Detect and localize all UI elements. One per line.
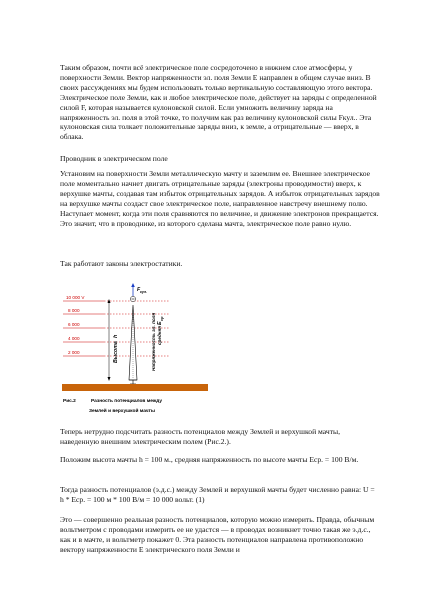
figure-caption-line-1: Разность потенциалов между <box>91 399 163 404</box>
paragraph-assumption: Положим высота мачты h = 100 м., средняя напряженность по высоте мачты Eср. = 100 В/м. <box>60 455 359 464</box>
paragraph-mast: Установим на поверхности Земли металлическую мачту и заземлим ее. Внешнее электрическое поле моментально начнет двигать отрицательные заряды (электроны проводимости) вверх, к верхушке мачты, создавая там избыток отрицательных зарядов. А избыток отрицательных зарядов на верхушке мачты создаст свое электрическое поле, направленное навстречу внешнему полю. Наступает момент, когда эти поля сравняются по величине, и движение электронов прекращается. Это значит, что в проводнике, из которого сделана мачта, электрическое поле равно нулю. <box>60 169 380 228</box>
level-label-2000: 2 000 <box>68 350 80 355</box>
field-strength-label: Напряженность эл. поля <box>151 312 156 371</box>
field-symbol: E <box>157 321 163 325</box>
figure-number: Рис.2 <box>63 399 76 404</box>
figure-caption-line-2: Землей и верхушкой мачты <box>89 409 155 414</box>
height-symbol: h <box>113 334 119 338</box>
paragraph-intro: Таким образом, почти всё электрическое поле сосредоточено в нижнем слое атмосферы, у поверхности Земли. Вектор напряженности эл. поля Земли E направлен в общем случае вниз. В своих рассуждениях мы будем использовать только вертикальную составляющую этого вектора. Электрическое поле Земли, как и любое электрическое поле, действует на заряды с определенной силой F, которая называется кулоновской силой. Если умножить величину заряда на напряженность эл. поля в этой точке, то получим как раз величину кулоновской силы Fкул.. Эта кулоновская сила толкает положительные заряды вниз, к земле, а отрицательные — вверх, в облака. <box>60 63 377 142</box>
level-label-10000: 10 000 V <box>66 295 85 300</box>
level-label-8000: 8 000 <box>68 308 80 313</box>
height-label: Высота <box>113 341 119 363</box>
paragraph-real-difference: Это — совершенно реальная разность потенциалов, которую можно измерить. Правда, обычным вольтметром с проводами измерить ее не удастся — в проводах возникнет точно такая же э.д.с., как и в мачте, и вольтметр покажет 0. Эта разность потенциалов направлена противоположно вектору напряженности E электрического поля Земли и <box>60 515 375 554</box>
field-sub: ср <box>160 316 164 321</box>
force-label: F <box>137 287 141 293</box>
mast <box>129 305 137 380</box>
paragraph-potential-difference: Теперь нетрудно подсчитать разность потенциалов между Землей и верхушкой мачты, наведенную внешним электрическим полем (Рис.2.). <box>60 427 341 446</box>
figure-mast-potential <box>60 283 210 420</box>
field-average-label: средняя <box>157 326 162 345</box>
level-label-6000: 6 000 <box>68 322 80 327</box>
level-label-4000: 4 000 <box>68 336 80 341</box>
paragraph-laws: Так работают законы электростатики. <box>60 259 183 268</box>
ground <box>62 384 208 391</box>
force-sub: кул. <box>140 290 148 294</box>
section-heading: Проводник в электрическом поле <box>60 154 168 163</box>
paragraph-formula: Тогда разность потенциалов (э.д.с.) между Землей и верхушкой мачты будет численно равна: U = h * Eср. = 100 м * 100 В/м = 10 000 вольт. (1) <box>60 485 375 504</box>
